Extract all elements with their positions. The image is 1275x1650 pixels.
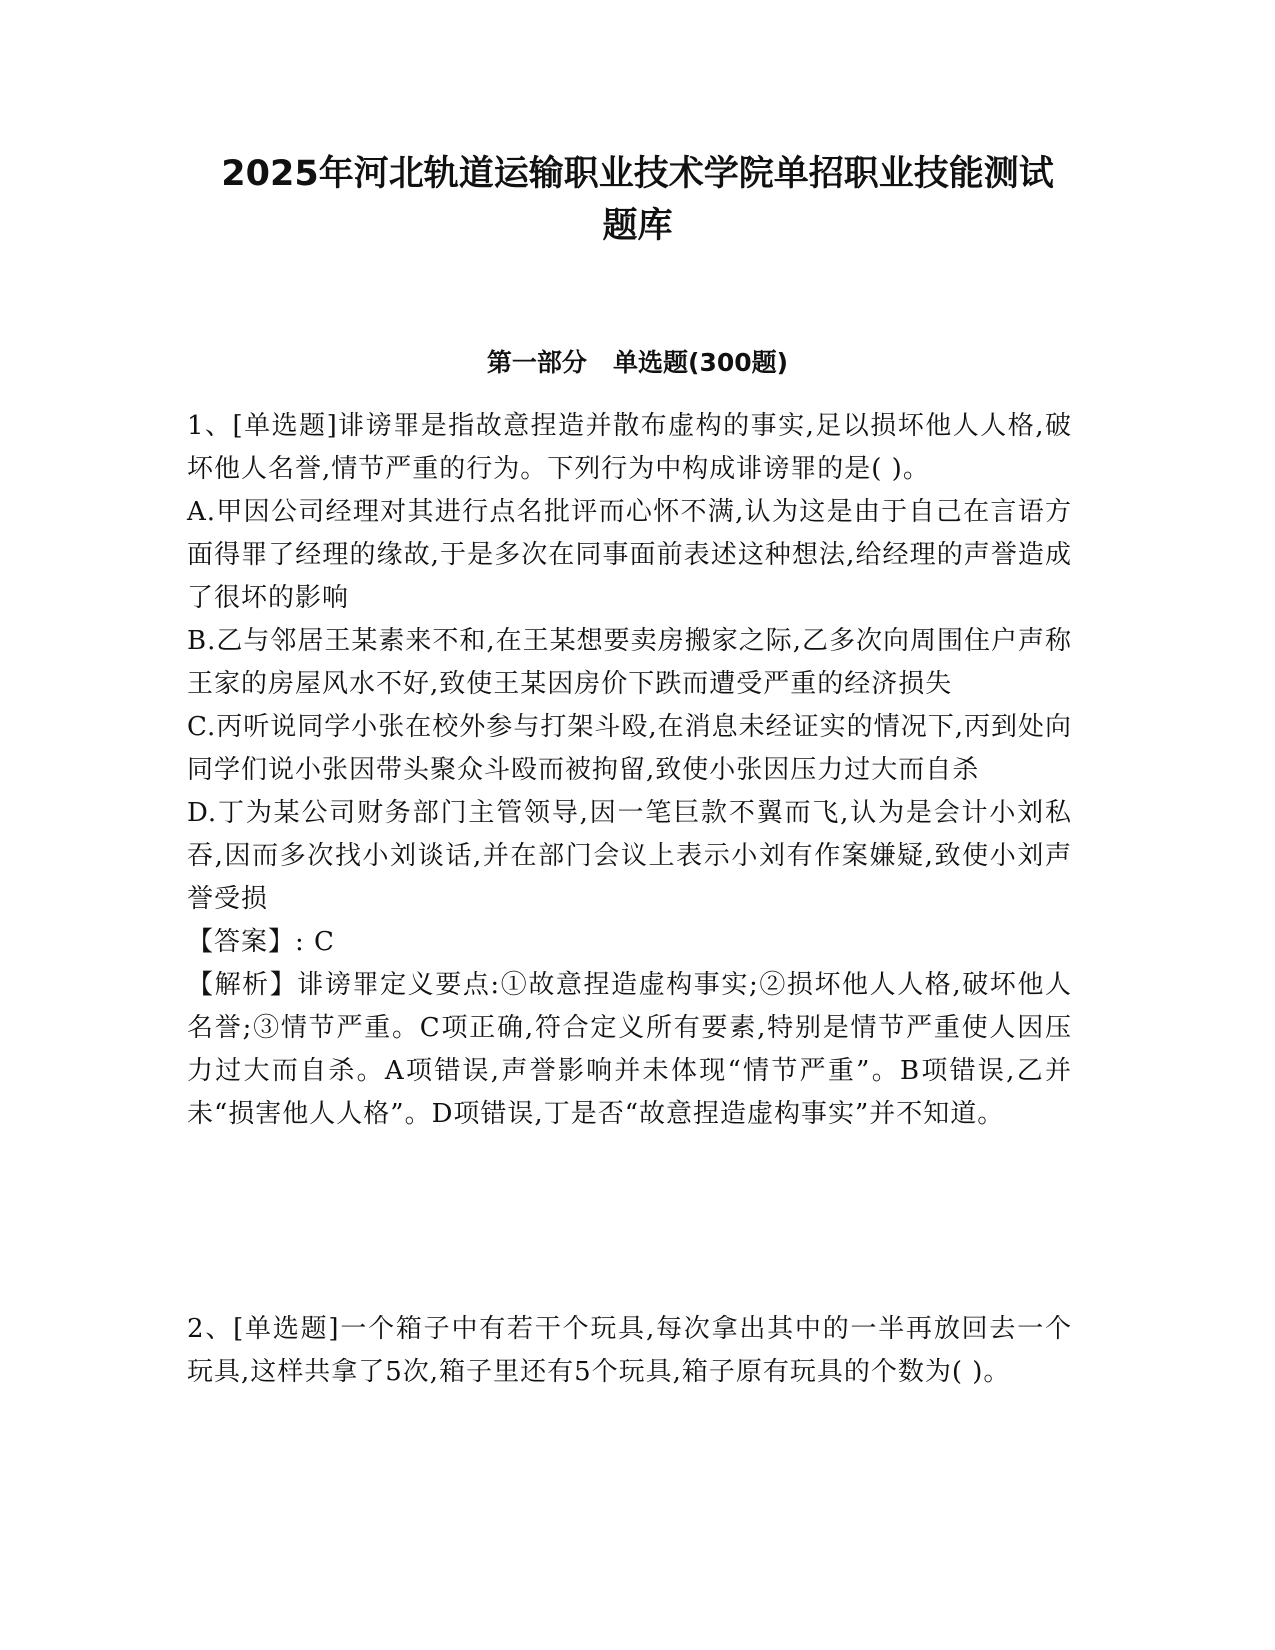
answer-label: 【答案】 — [187, 927, 296, 957]
question-1-analysis — [187, 964, 1072, 1136]
document-title — [150, 148, 1125, 252]
document-title-line-2: 题库 — [602, 206, 673, 246]
question-2 — [187, 1308, 1072, 1394]
answer-separator: : — [295, 927, 305, 957]
question-1-answer — [187, 921, 1072, 964]
question-1-option-a: A.甲因公司经理对其进行点名批评而心怀不满,认为这是由于自己在言语方面得罪了经理的缘故,于是多次在同事面前表述这种想法,给经理的声誉造成了很坏的影响 — [187, 497, 1072, 613]
answer-value: C — [314, 927, 335, 957]
section-heading: 第一部分 单选题(300题) — [486, 348, 789, 377]
analysis-text: 诽谤罪定义要点:①故意捏造虚构事实;②损坏他人人格,破坏他人名誉;③情节严重。C项正确,符合定义所有要素,特别是情节严重使人因压力过大而自杀。A项错误,声誉影响并未体现“情节严重”。B项错误,乙并未“损害他人人格”。D项错误,丁是否“故意捏造虚构事实”并不知道。 — [187, 970, 1072, 1129]
analysis-label: 【解析】 — [187, 970, 298, 1000]
question-1-option-c: C.丙听说同学小张在校外参与打架斗殴,在消息未经证实的情况下,丙到处向同学们说小张因带头聚众斗殴而被拘留,致使小张因压力过大而自杀 — [187, 712, 1072, 785]
question-1-stem: 1、[单选题]诽谤罪是指故意捏造并散布虚构的事实,足以损坏他人人格,破坏他人名誉,情节严重的行为。下列行为中构成诽谤罪的是( )。 — [187, 411, 1072, 484]
question-1-option-d: D.丁为某公司财务部门主管领导,因一笔巨款不翼而飞,认为是会计小刘私吞,因而多次找小刘谈话,并在部门会议上表示小刘有作案嫌疑,致使小刘声誉受损 — [187, 798, 1072, 914]
question-2-stem: 2、[单选题]一个箱子中有若干个玩具,每次拿出其中的一半再放回去一个玩具,这样共拿了5次,箱子里还有5个玩具,箱子原有玩具的个数为( )。 — [187, 1314, 1072, 1387]
question-1 — [187, 405, 1072, 1136]
document-title-line-1: 2025年河北轨道运输职业技术学院单招职业技能测试 — [221, 154, 1054, 194]
question-1-option-b: B.乙与邻居王某素来不和,在王某想要卖房搬家之际,乙多次向周围住户声称王家的房屋风水不好,致使王某因房价下跌而遭受严重的经济损失 — [187, 626, 1072, 699]
